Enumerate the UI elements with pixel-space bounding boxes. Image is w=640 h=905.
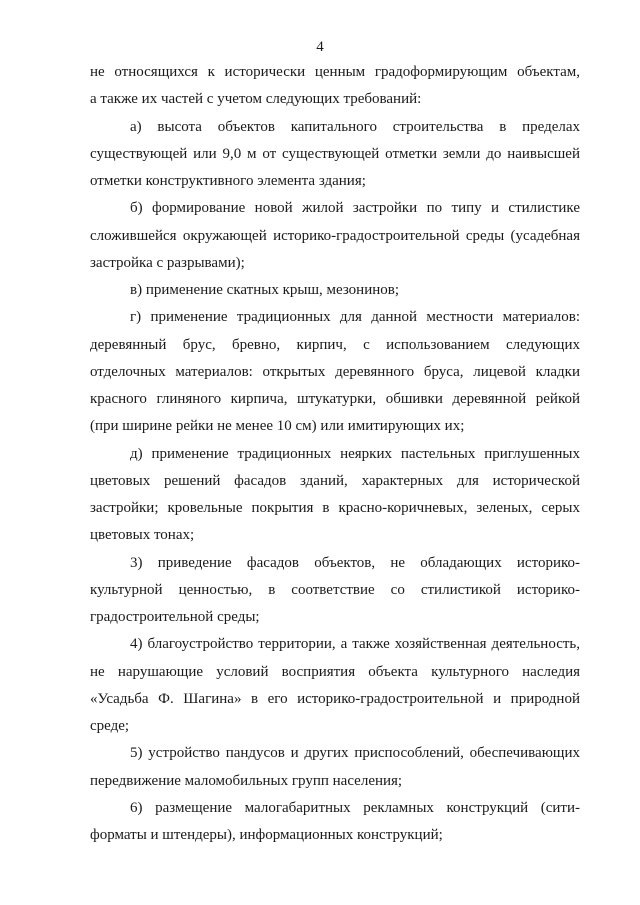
text-line: форматы и штендеры), информационных конструкций;	[90, 827, 443, 843]
text-line: 4) благоустройство территории, а также хозяйственная деятельность,	[130, 636, 580, 653]
text-line: цветовых тонах;	[90, 527, 195, 544]
text-line: застройка с разрывами);	[90, 254, 245, 271]
text-line: не нарушающие условий восприятия объекта культурного наследия	[90, 663, 580, 680]
text-line: 5) устройство пандусов и других приспособлений, обеспечивающих	[130, 745, 580, 762]
text-line: д) применение традиционных неярких пастельных приглушенных	[130, 445, 580, 462]
text-line: 6) размещение малогабаритных рекламных конструкций (сити-	[130, 799, 580, 816]
text-line: г) применение традиционных для данной местности материалов:	[130, 309, 580, 326]
text-line: а также их частей с учетом следующих требований:	[90, 91, 422, 108]
text-line: не относящихся к исторически ценным градоформирующим объектам,	[90, 64, 580, 80]
text-line: цветовых решений фасадов зданий, характерных для исторической	[90, 472, 580, 489]
text-line: существующей или 9,0 м от существующей отметки земли до наивысшей	[90, 145, 580, 162]
text-line: красного глиняного кирпича, штукатурки, обшивки деревянной рейкой	[90, 391, 580, 407]
text-line: деревянный брус, бревно, кирпич, с использованием следующих	[90, 336, 580, 353]
text-line: среде;	[90, 718, 130, 734]
text-line: культурной ценностью, в соответствие со стилистикой историко-	[90, 581, 580, 598]
text-line: «Усадьба Ф. Шагина» в его историко-градостроительной и природной	[90, 690, 580, 707]
text-line: передвижение маломобильных групп населения;	[90, 772, 403, 789]
text-line: (при ширине рейки не менее 10 см) или имитирующих их;	[90, 418, 465, 435]
text-line: а) высота объектов капитального строительства в пределах	[130, 118, 580, 135]
page-number: 4	[316, 39, 324, 55]
text-line: в) применение скатных крыш, мезонинов;	[130, 282, 399, 298]
body-text	[90, 59, 580, 849]
text-line: застройки; кровельные покрытия в красно-коричневых, зеленых, серых	[90, 500, 580, 516]
text-line: градостроительной среды;	[90, 609, 260, 625]
text-line: 3) приведение фасадов объектов, не обладающих историко-	[130, 554, 580, 571]
text-line: отметки конструктивного элемента здания;	[90, 173, 366, 189]
text-line: сложившейся окружающей историко-градостроительной среды (усадебная	[90, 227, 580, 244]
text-line: б) формирование новой жилой застройки по типу и стилистике	[130, 200, 580, 217]
text-line: отделочных материалов: открытых деревянного бруса, лицевой кладки	[90, 363, 580, 380]
